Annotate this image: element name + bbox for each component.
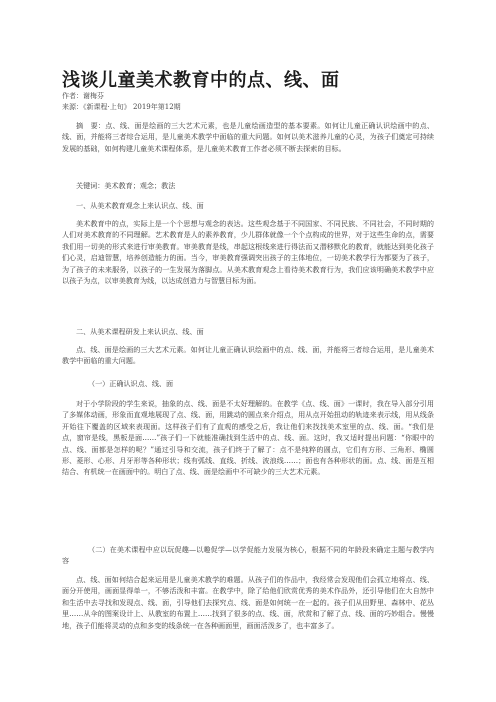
author-line: 作者：谢梅芬: [62, 92, 104, 100]
abstract-paragraph: 摘 要：点、线、面是绘画的三大艺术元素，也是儿童绘画造型的基本要素。如何让儿童正确认识绘画中的点、线、面，并能将三者综合运用，是儿童美术教学中面临的重大问题。如何以美术滋养儿童的心灵，为孩子们奠定可持续发展的基础，如何构建儿童美术课程体系，是儿童美术教育工作者必须不断去探索的目标。: [62, 121, 434, 153]
subsection-1-paragraph: 对于小学阶段的学生来说，抽象的点、线、面是不太好理解的。在教学《点、线、面》一课时，我在导入部分引用了多媒体动画，形象而直观地展现了点、线、面，用跳动的圆点来介绍点，用从点开始扭动的轨迹来表示线，用从线条开始往下覆盖的区域来表现面。这样孩子们有了直观的感受之后，我让他们来找找美术室里的点、线、面。“我们是点，窗帘是线，黑板是面……”孩子们一下就能准确找到生活中的点、线、面。这时，我又适时提出问题：“你眼中的点、线、面都是怎样的呢？”通过引导和交流，孩子们终于了解了：点不是纯粹的圆点，它们有方形、三角形、椭圆形、菱形、心形、月牙形等各种形状；线有弧线、直线、折线、波浪线……；面也有各种形状的面。点、线、面是互相结合、有机统一在画面中的。明白了点、线、面是绘画中不可缺少的三大艺术元素。: [62, 399, 434, 477]
section-1-paragraph: 美术教育中的点，实际上是一个个思想与观念的表达。这些观念基于不同国家、不同民族、不同社会，不同时期的人们对美术教育的不同理解。艺术教育是人的素养教育，少儿群体就像一个个点构成的世界，对于这些生命的点，需要我们用一切美的形式来进行审美教育。审美教育是线，串起这根线来进行得法而又潜移默化的教育，就能达到美化孩子们心灵，启迪智慧，培养创造能力的面。当今，审美教育强调突出孩子的主体地位，一切美术教学行为都要为了孩子，为了孩子的未来服务，以孩子的一生发展为落脚点。从美术教育观念上看待美术教育行为，我们应该明确美术教学中应以孩子为点，以审美教育为线，以达成创造力与智慧目标为面。: [62, 219, 434, 286]
source-line: 来源：《新课程·上旬》 2019年第12期: [62, 103, 181, 111]
keywords-line: 关键词：美术教育；观念；教法: [76, 181, 176, 190]
subsection-2-paragraph: 点、线、面如何结合起来运用是儿童美术教学的难题。从孩子们的作品中，我经常会发现他们会孤立地将点、线、面分开使用，画面显得单一，不够活泼和丰富。在教学中，除了给他们欣赏优秀的美术作品外，还引导他们在大自然中和生活中去寻找和发现点、线、面，引导他们去探究点、线、面是如何统一在一起的。孩子们从田野里、森林中、花丛里……从伞的图案设计上、从教室的布置上……找到了很多的点、线、面，欣赏和了解了点、线、面的巧妙组合。慢慢地，孩子们能将灵动的点和多变的线条统一在各种画面里，画面活泼多了，也丰富多了。: [62, 575, 434, 630]
section-2-heading: 二、从美术课程研发上来认识点、线、面: [76, 327, 204, 336]
subsection-1-heading: （一）正确认识点、线、面: [88, 379, 174, 388]
subsection-2-heading: （二）在美术课程中应以玩促趣—以趣促学—以学促能力发展为核心，根据不同的年龄段来确定主题与教学内容: [62, 545, 434, 566]
article-title: 浅谈儿童美术教育中的点、线、面: [62, 70, 340, 91]
section-2-paragraph: 点、线、面是绘画的三大艺术元素。如何让儿童正确认识绘画中的点、线、面，并能将三者综合运用，是儿童美术教学中面临的重大问题。: [62, 345, 434, 366]
section-1-heading: 一、从美术教育观念上来认识点、线、面: [76, 201, 204, 210]
